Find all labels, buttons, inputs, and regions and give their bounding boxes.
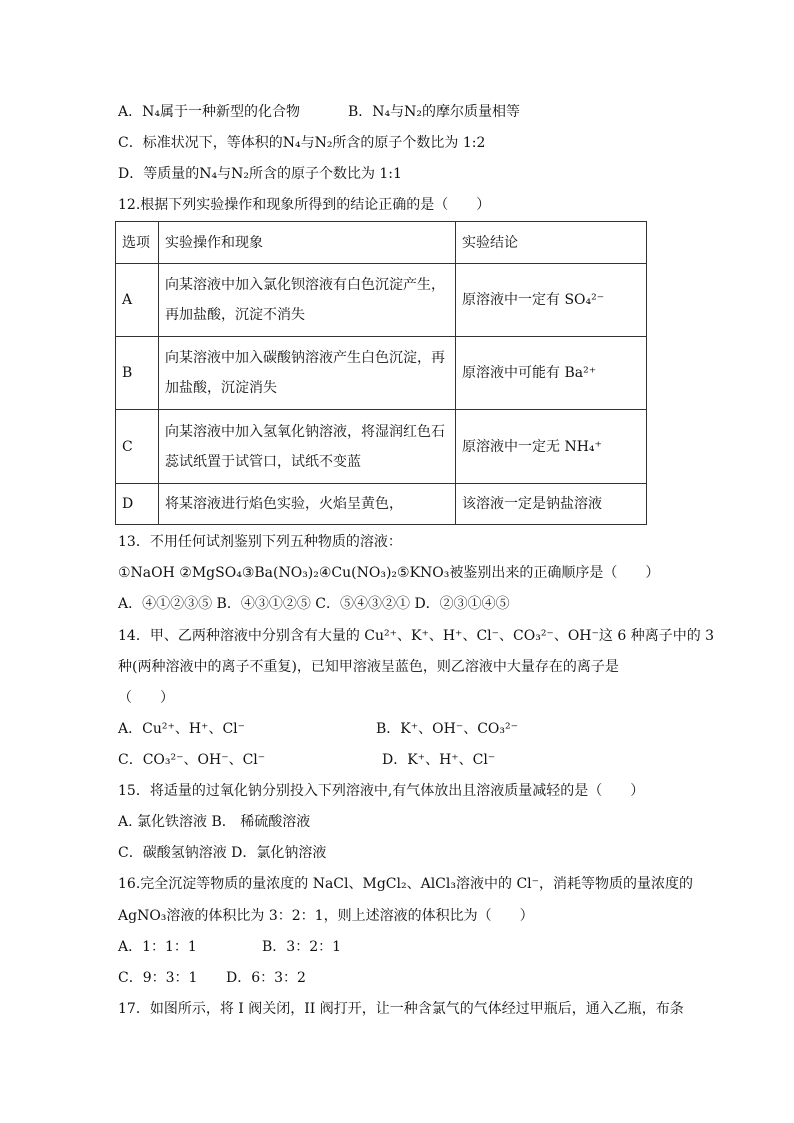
operation-line: 加盐酸，沉淀消失 xyxy=(165,380,277,396)
row-operation xyxy=(159,410,456,484)
q14-option-d: D．K⁺、H⁺、Cl⁻ xyxy=(382,752,496,768)
table-row xyxy=(116,410,647,484)
q14-option-b: B．K⁺、OH⁻、CO₃²⁻ xyxy=(376,721,519,737)
row-operation xyxy=(159,484,456,525)
row-option: D xyxy=(116,484,159,525)
header-operation: 实验操作和现象 xyxy=(159,222,456,264)
table-header-row xyxy=(116,222,647,264)
q15-options-ab: A. 氯化铁溶液 B． 稀硫酸溶液 xyxy=(118,814,311,830)
q16-option-a: A．1：1：1 xyxy=(118,939,197,955)
row-option: A xyxy=(116,264,159,337)
q14-option-a: A．Cu²⁺、H⁺、Cl⁻ xyxy=(118,721,246,737)
header-conclusion: 实验结论 xyxy=(456,222,647,264)
table-row xyxy=(116,484,647,525)
row-option: C xyxy=(116,410,159,484)
q16-option-c: C．9：3：1 xyxy=(118,970,198,986)
header-option: 选项 xyxy=(116,222,159,264)
experiment-table xyxy=(115,221,647,525)
row-option: B xyxy=(116,337,159,410)
q12-stem: 12.根据下列实验操作和现象所得到的结论正确的是（ ） xyxy=(118,197,491,213)
q15-options-cd: C．碳酸氢钠溶液 D．氯化钠溶液 xyxy=(118,845,327,861)
q11-option-d: D．等质量的N₄与N₂所含的原子个数比为 1:1 xyxy=(118,166,402,182)
q15-stem: 15．将适量的过氧化钠分别投入下列溶液中,有气体放出且溶液质量减轻的是（ ） xyxy=(118,783,645,799)
q16-stem-line-2: AgNO₃溶液的体积比为 3：2：1，则上述溶液的体积比为（ ） xyxy=(118,908,534,924)
operation-line: 向某溶液中加入氢氧化钠溶液，将湿润红色石 xyxy=(165,423,445,440)
operation-line: 蕊试纸置于试管口，试纸不变蓝 xyxy=(165,453,361,470)
row-conclusion: 该溶液一定是钠盐溶液 xyxy=(456,484,647,525)
table-row xyxy=(116,264,647,337)
row-conclusion: 原溶液中可能有 Ba²⁺ xyxy=(456,337,647,410)
q16-option-b: B．3：2：1 xyxy=(262,939,342,955)
q11-option-c: C．标准状况下，等体积的N₄与N₂所含的原子个数比为 1:2 xyxy=(118,135,486,151)
q14-stem-line-1: 14．甲、乙两种溶液中分别含有大量的 Cu²⁺、K⁺、H⁺、Cl⁻、CO₃²⁻、OH⁻这 6 种离子中的 3 xyxy=(118,628,715,644)
operation-line: 再加盐酸，沉淀不消失 xyxy=(165,307,305,323)
q14-stem-line-3: （ ） xyxy=(118,690,174,706)
table-row xyxy=(116,337,647,410)
q13-options: A．④①②③⑤ B．④③①②⑤ C．⑤④③②① D．②③①④⑤ xyxy=(118,596,510,612)
q14-option-c: C．CO₃²⁻、OH⁻、Cl⁻ xyxy=(118,752,266,768)
row-conclusion: 原溶液中一定有 SO₄²⁻ xyxy=(456,264,647,337)
q13-stem: 13．不用任何试剂鉴别下列五种物质的溶液： xyxy=(118,534,402,550)
row-operation xyxy=(159,264,456,337)
q16-stem-line-1: 16.完全沉淀等物质的量浓度的 NaCl、MgCl₂、AlCl₃溶液中的 Cl⁻，消耗等物质的量浓度的 xyxy=(118,876,694,892)
operation-line: 将某溶液进行焰色实验，火焰呈黄色， xyxy=(165,496,403,512)
row-operation xyxy=(159,337,456,410)
q14-stem-line-2: 种(两种溶液中的离子不重复)，已知甲溶液呈蓝色，则乙溶液中大量存在的离子是 xyxy=(118,659,619,675)
q17-stem: 17．如图所示，将 I 阀关闭，II 阀打开，让一种含氯气的气体经过甲瓶后，通入乙瓶，布条 xyxy=(118,1001,684,1017)
q11-option-a: A．N₄属于一种新型的化合物 xyxy=(118,104,300,120)
q13-substance-list: ①NaOH ②MgSO₄③Ba(NO₃)₂④Cu(NO₃)₂⑤KNO₃被鉴别出来的正确顺序是（ ） xyxy=(118,565,660,581)
q16-option-d: D．6：3：2 xyxy=(226,970,306,986)
operation-line: 向某溶液中加入氯化钡溶液有白色沉淀产生， xyxy=(165,277,445,293)
operation-line: 向某溶液中加入碳酸钠溶液产生白色沉淀，再 xyxy=(165,350,445,366)
row-conclusion: 原溶液中一定无 NH₄⁺ xyxy=(456,410,647,484)
q11-option-b: B．N₄与N₂的摩尔质量相等 xyxy=(348,104,521,120)
